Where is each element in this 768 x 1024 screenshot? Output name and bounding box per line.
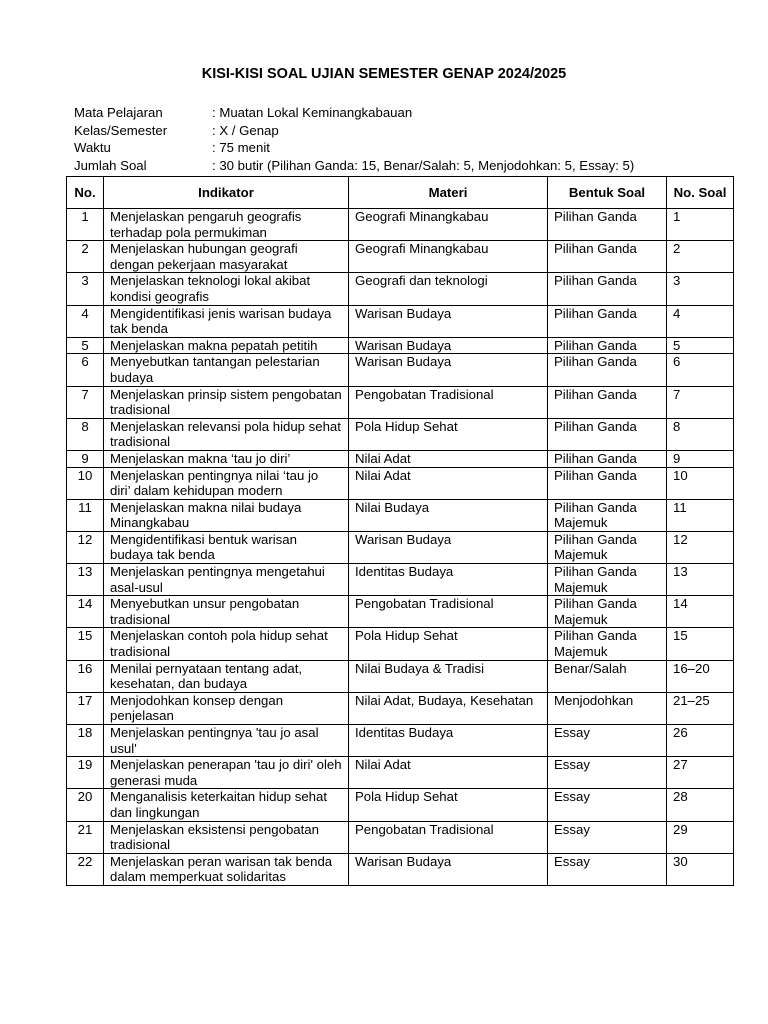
cell-materi: Identitas Budaya: [349, 725, 548, 757]
info-value: : 75 menit: [212, 140, 270, 155]
table-row: [67, 241, 734, 273]
header-no-soal: No. Soal: [667, 177, 734, 209]
info-label: Mata Pelajaran: [74, 105, 163, 120]
cell-no-soal: 16–20: [667, 660, 734, 692]
cell-bentuk-soal: Menjodohkan: [548, 692, 667, 724]
cell-no-soal: 8: [667, 418, 734, 450]
cell-bentuk-soal: Pilihan Ganda Majemuk: [548, 596, 667, 628]
cell-no-soal: 2: [667, 241, 734, 273]
cell-no-soal: 12: [667, 531, 734, 563]
cell-bentuk-soal: Pilihan Ganda: [548, 418, 667, 450]
table-row: [67, 628, 734, 660]
cell-bentuk-soal: Essay: [548, 789, 667, 821]
cell-bentuk-soal: Benar/Salah: [548, 660, 667, 692]
cell-indikator: Menjelaskan relevansi pola hidup sehat tradisional: [104, 418, 349, 450]
cell-indikator: Menjelaskan prinsip sistem pengobatan tradisional: [104, 386, 349, 418]
cell-no-soal: 30: [667, 853, 734, 885]
info-value: : X / Genap: [212, 122, 279, 138]
cell-bentuk-soal: Pilihan Ganda Majemuk: [548, 531, 667, 563]
cell-no-soal: 27: [667, 757, 734, 789]
cell-indikator: Menyebutkan tantangan pelestarian budaya: [104, 354, 349, 386]
cell-bentuk-soal: Pilihan Ganda: [548, 354, 667, 386]
cell-indikator: Menjelaskan teknologi lokal akibat kondisi geografis: [104, 273, 349, 305]
cell-no: 11: [67, 499, 104, 531]
cell-no: 16: [67, 660, 104, 692]
cell-no: 3: [67, 273, 104, 305]
table-row: [67, 209, 734, 241]
table-row: [67, 354, 734, 386]
cell-indikator: Menjelaskan hubungan geografi dengan pekerjaan masyarakat: [104, 241, 349, 273]
cell-no-soal: 3: [667, 273, 734, 305]
cell-no-soal: 7: [667, 386, 734, 418]
indicator-table: [66, 176, 734, 886]
cell-bentuk-soal: Essay: [548, 853, 667, 885]
table-row: [67, 564, 734, 596]
cell-bentuk-soal: Pilihan Ganda: [548, 450, 667, 467]
cell-bentuk-soal: Essay: [548, 725, 667, 757]
cell-materi: Geografi Minangkabau: [349, 241, 548, 273]
page-title: KISI-KISI SOAL UJIAN SEMESTER GENAP 2024/2025: [201, 66, 567, 82]
table-header-row: [67, 177, 734, 209]
cell-no-soal: 11: [667, 499, 734, 531]
cell-no: 14: [67, 596, 104, 628]
cell-bentuk-soal: Pilihan Ganda: [548, 305, 667, 337]
cell-no: 1: [67, 209, 104, 241]
table-row: [67, 853, 734, 885]
cell-bentuk-soal: Essay: [548, 757, 667, 789]
cell-materi: Pengobatan Tradisional: [349, 821, 548, 853]
cell-bentuk-soal: Pilihan Ganda: [548, 337, 667, 354]
cell-materi: Warisan Budaya: [349, 354, 548, 386]
cell-indikator: Menjelaskan makna nilai budaya Minangkabau: [104, 499, 349, 531]
cell-no: 18: [67, 725, 104, 757]
info-value: : 30 butir (Pilihan Ganda: 15, Benar/Salah: 5, Menjodohkan: 5, Essay: 5): [212, 157, 635, 173]
cell-materi: Pengobatan Tradisional: [349, 596, 548, 628]
table-row: [67, 499, 734, 531]
table-row: [67, 757, 734, 789]
cell-materi: Warisan Budaya: [349, 337, 548, 354]
cell-materi: Pengobatan Tradisional: [349, 386, 548, 418]
cell-no: 15: [67, 628, 104, 660]
cell-no-soal: 6: [667, 354, 734, 386]
cell-materi: Nilai Adat: [349, 757, 548, 789]
cell-indikator: Menjelaskan pentingnya mengetahui asal-usul: [104, 564, 349, 596]
cell-bentuk-soal: Pilihan Ganda: [548, 467, 667, 499]
cell-indikator: Menjelaskan eksistensi pengobatan tradisional: [104, 821, 349, 853]
cell-indikator: Menyebutkan unsur pengobatan tradisional: [104, 596, 349, 628]
cell-bentuk-soal: Pilihan Ganda: [548, 241, 667, 273]
cell-no-soal: 4: [667, 305, 734, 337]
cell-bentuk-soal: Pilihan Ganda: [548, 209, 667, 241]
cell-no: 7: [67, 386, 104, 418]
cell-no-soal: 13: [667, 564, 734, 596]
cell-no: 19: [67, 757, 104, 789]
cell-no-soal: 14: [667, 596, 734, 628]
table-row: [67, 450, 734, 467]
info-row-time: [74, 139, 634, 157]
table-row: [67, 725, 734, 757]
cell-indikator: Menjodohkan konsep dengan penjelasan: [104, 692, 349, 724]
cell-no: 8: [67, 418, 104, 450]
cell-no: 22: [67, 853, 104, 885]
cell-bentuk-soal: Pilihan Ganda: [548, 273, 667, 305]
cell-materi: Identitas Budaya: [349, 564, 548, 596]
cell-no: 13: [67, 564, 104, 596]
cell-indikator: Menilai pernyataan tentang adat, kesehatan, dan budaya: [104, 660, 349, 692]
info-label: Waktu: [74, 140, 111, 155]
cell-materi: Geografi dan teknologi: [349, 273, 548, 305]
info-row-class: [74, 122, 634, 140]
cell-materi: Nilai Budaya: [349, 499, 548, 531]
cell-bentuk-soal: Pilihan Ganda: [548, 386, 667, 418]
table-row: [67, 467, 734, 499]
header-bentuk-soal: Bentuk Soal: [548, 177, 667, 209]
cell-indikator: Menjelaskan contoh pola hidup sehat tradisional: [104, 628, 349, 660]
cell-bentuk-soal: Pilihan Ganda Majemuk: [548, 628, 667, 660]
table-row: [67, 418, 734, 450]
table-row: [67, 531, 734, 563]
cell-no-soal: 26: [667, 725, 734, 757]
cell-no: 4: [67, 305, 104, 337]
cell-no: 5: [67, 337, 104, 354]
table-row: [67, 273, 734, 305]
table-row: [67, 386, 734, 418]
cell-indikator: Menjelaskan makna pepatah petitih: [104, 337, 349, 354]
cell-materi: Pola Hidup Sehat: [349, 628, 548, 660]
info-label: Kelas/Semester: [74, 122, 168, 138]
exam-info: [74, 104, 634, 174]
cell-no-soal: 15: [667, 628, 734, 660]
cell-no: 2: [67, 241, 104, 273]
cell-materi: Warisan Budaya: [349, 531, 548, 563]
cell-indikator: Mengidentifikasi jenis warisan budaya tak benda: [104, 305, 349, 337]
cell-bentuk-soal: Pilihan Ganda Majemuk: [548, 564, 667, 596]
cell-indikator: Menjelaskan pentingnya nilai ‘tau jo diri’ dalam kehidupan modern: [104, 467, 349, 499]
table-row: [67, 596, 734, 628]
cell-no: 9: [67, 450, 104, 467]
cell-no-soal: 9: [667, 450, 734, 467]
cell-no: 10: [67, 467, 104, 499]
cell-materi: Warisan Budaya: [349, 853, 548, 885]
cell-materi: Nilai Budaya & Tradisi: [349, 660, 548, 692]
table-row: [67, 789, 734, 821]
info-label: Jumlah Soal: [74, 157, 147, 173]
cell-no-soal: 1: [667, 209, 734, 241]
cell-indikator: Mengidentifikasi bentuk warisan budaya tak benda: [104, 531, 349, 563]
cell-no: 6: [67, 354, 104, 386]
cell-indikator: Menjelaskan makna ‘tau jo diri’: [104, 450, 349, 467]
cell-materi: Geografi Minangkabau: [349, 209, 548, 241]
cell-no: 20: [67, 789, 104, 821]
cell-bentuk-soal: Pilihan Ganda Majemuk: [548, 499, 667, 531]
table-row: [67, 660, 734, 692]
cell-no-soal: 10: [667, 467, 734, 499]
cell-no-soal: 28: [667, 789, 734, 821]
info-row-count: [74, 157, 634, 175]
table-row: [67, 305, 734, 337]
header-indikator: Indikator: [104, 177, 349, 209]
cell-indikator: Menganalisis keterkaitan hidup sehat dan lingkungan: [104, 789, 349, 821]
cell-materi: Nilai Adat: [349, 450, 548, 467]
cell-materi: Pola Hidup Sehat: [349, 789, 548, 821]
header-materi: Materi: [349, 177, 548, 209]
cell-no-soal: 21–25: [667, 692, 734, 724]
cell-indikator: Menjelaskan penerapan 'tau jo diri' oleh generasi muda: [104, 757, 349, 789]
cell-indikator: Menjelaskan pentingnya 'tau jo asal usul': [104, 725, 349, 757]
table-row: [67, 337, 734, 354]
info-value: : Muatan Lokal Keminangkabauan: [212, 105, 413, 120]
table-row: [67, 692, 734, 724]
cell-bentuk-soal: Essay: [548, 821, 667, 853]
cell-no-soal: 5: [667, 337, 734, 354]
cell-indikator: Menjelaskan peran warisan tak benda dalam memperkuat solidaritas: [104, 853, 349, 885]
cell-no: 21: [67, 821, 104, 853]
cell-indikator: Menjelaskan pengaruh geografis terhadap pola permukiman: [104, 209, 349, 241]
cell-materi: Nilai Adat, Budaya, Kesehatan: [349, 692, 548, 724]
info-row-subject: [74, 104, 634, 122]
cell-no: 12: [67, 531, 104, 563]
cell-no: 17: [67, 692, 104, 724]
cell-materi: Warisan Budaya: [349, 305, 548, 337]
header-no: No.: [67, 177, 104, 209]
cell-materi: Pola Hidup Sehat: [349, 418, 548, 450]
cell-no-soal: 29: [667, 821, 734, 853]
table-row: [67, 821, 734, 853]
cell-materi: Nilai Adat: [349, 467, 548, 499]
